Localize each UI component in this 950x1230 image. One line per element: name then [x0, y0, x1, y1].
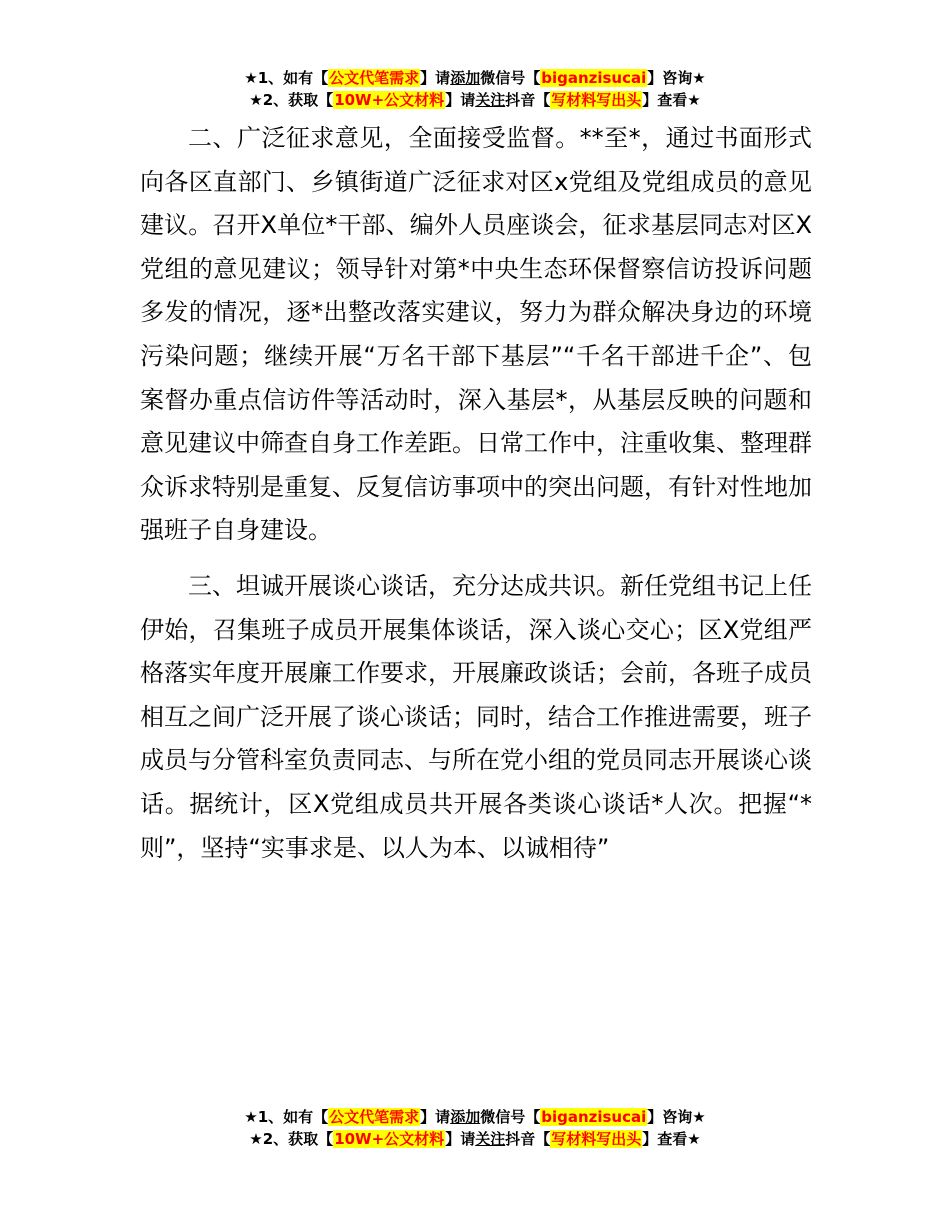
paragraph-heart-to-heart-talks: 三、坦诚开展谈心谈话，充分达成共识。新任党组书记上任伊始，召集班子成员开展集体谈话，深入谈心交心；区X党组严格落实年度开展廉工作要求，开展廉政谈话；会前，各班子成员相互之间广泛开展了谈心谈话；同时，结合工作推进需要，班子成员与分管科室负责同志、与所在党小组的党员同志开展谈心谈话。据统计，区X党组成员共开展各类谈心谈话*人次。把握“*则”，坚持“实事求是、以人为本、以诚相待”: [140, 571, 812, 862]
footer-line-2-mid-2: 抖音【: [505, 1130, 551, 1148]
wechat-id-highlight: biganzisucai: [541, 1108, 647, 1126]
header-line-1-mid: 】请: [420, 69, 451, 87]
footer-line-1-prefix: ★1、如有【: [244, 1108, 329, 1126]
follow-emphasis: 关注: [475, 91, 506, 109]
header-line-1-mid-2: 微信号【: [480, 69, 541, 87]
header-line-2-prefix: ★2、获取【: [249, 91, 334, 109]
header-notice-line-2: [0, 89, 950, 111]
footer-line-1-mid: 】请: [420, 1108, 451, 1126]
header-line-2-mid-2: 抖音【: [505, 91, 551, 109]
add-emphasis: 添加: [450, 1108, 481, 1126]
add-emphasis: 添加: [450, 69, 481, 87]
header-line-2-suffix: 】查看★: [642, 91, 701, 109]
header-notice-line-1: [0, 67, 950, 89]
footer-line-1-mid-2: 微信号【: [480, 1108, 541, 1126]
footer-notice: [0, 1106, 950, 1150]
header-line-1-prefix: ★1、如有【: [244, 69, 329, 87]
footer-line-2-mid: 】请: [445, 1130, 476, 1148]
service-highlight: 公文代笔需求: [329, 1108, 420, 1126]
header-line-2-mid: 】请: [445, 91, 476, 109]
follow-emphasis: 关注: [475, 1130, 506, 1148]
douyin-account-highlight: 写材料写出头: [551, 91, 642, 109]
wechat-id-highlight: biganzisucai: [541, 69, 647, 87]
materials-highlight: 10W+公文材料: [334, 1130, 445, 1148]
materials-highlight: 10W+公文材料: [334, 91, 445, 109]
footer-notice-line-1: [0, 1106, 950, 1128]
header-notice: [0, 67, 950, 111]
footer-line-2-suffix: 】查看★: [642, 1130, 701, 1148]
footer-line-1-suffix: 】咨询★: [647, 1108, 706, 1126]
document-body: [140, 117, 812, 870]
footer-notice-line-2: [0, 1128, 950, 1150]
service-highlight: 公文代笔需求: [329, 69, 420, 87]
footer-line-2-prefix: ★2、获取【: [249, 1130, 334, 1148]
paragraph-solicit-opinions: 二、广泛征求意见，全面接受监督。**至*，通过书面形式向各区直部门、乡镇街道广泛征求对区x党组及党组成员的意见建议。召开X单位*干部、编外人员座谈会，征求基层同志对区X党组的意见建议；领导针对第*中央生态环保督察信访投诉问题多发的情况，逐*出整改落实建议，努力为群众解决身边的环境污染问题；继续开展“万名干部下基层”“千名干部进千企”、包案督办重点信访件等活动时，深入基层*，从基层反映的问题和意见建议中筛查自身工作差距。日常工作中，注重收集、整理群众诉求特别是重复、反复信访事项中的突出问题，有针对性地加强班子自身建设。: [140, 124, 812, 545]
header-line-1-suffix: 】咨询★: [647, 69, 706, 87]
douyin-account-highlight: 写材料写出头: [551, 1130, 642, 1148]
